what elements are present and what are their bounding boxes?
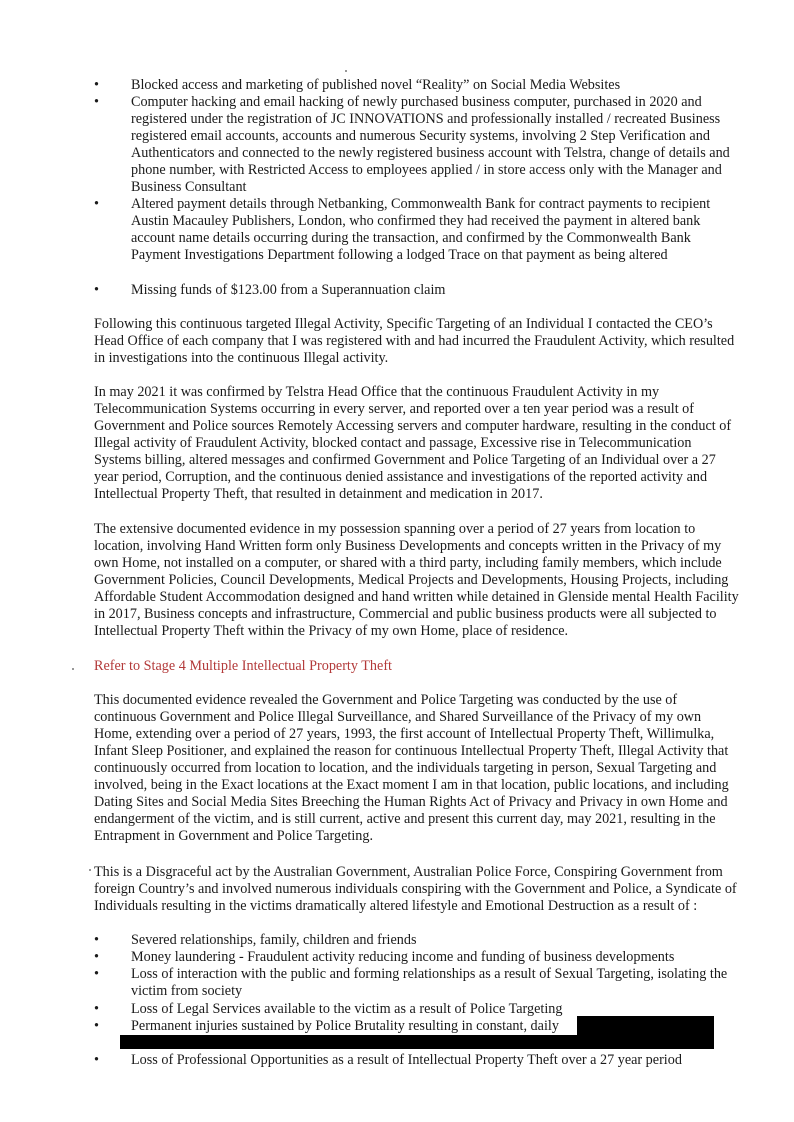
list-item-text: Money laundering - Fraudulent activity reducing income and funding of business developments [131,949,675,965]
bullet-icon: • [94,1018,99,1034]
list-item-text: Missing funds of $123.00 from a Superannuation claim [131,282,446,298]
list-item-text: Blocked access and marketing of published novel “Reality” on Social Media Websites [131,77,621,93]
list-item [94,282,744,299]
paragraph-surveillance: This documented evidence revealed the Government and Police Targeting was conducted by the use of continuous Government and Police Illegal Surveillance, and Shared Surveillance of the Privacy of my own Home, extending over a period of 27 years, 1993, the first account of Intellectual Property Theft, Willimulka, Infant Sleep Positioner, and explained the reason for continuous Intellectual Property Theft, Illegal Activity that continuously occurred from location to location, and the individuals targeting in person, Sexual Targeting and involved, being in the Exact locations at the Exact moment I am in that location, public locations, and including Dating Sites and Social Media Sites Breeching the Human Rights Act of Privacy and Privacy in own Home and endangerment of the victim, and is still current, active and present this current day, may 2021, resulting in the Entrapment in Government and Police Targeting. [94,692,729,844]
list-item [94,949,744,966]
paragraph-ceo-contact: Following this continuous targeted Illegal Activity, Specific Targeting of an Individual I contacted the CEO’s Head Office of each company that I was registered with and had incurred the Fraudulent Activity, which resulted in investigations into the continuous Illegal activity. [94,316,735,366]
paragraph-telstra-confirmation: In may 2021 it was confirmed by Telstra Head Office that the continuous Fraudulent Activity in my Telecommunication Systems occurring in every server, and reported over a ten year period was a result of Government and Police sources Remotely Accessing servers and computer hardware, resulting in the conduct of Illegal activity of Fraudulent Activity, blocked contact and passage, Excessive rise in Telecommunication Systems billing, altered messages and confirmed Government and Police Targeting of an Individual over a 27 year period, Corruption, and the continuous denied assistance and investigations of the reported activity and Intellectual Property Theft, that resulted in detainment and medication in 2017. [94,384,732,502]
list-item [94,77,744,94]
bullet-icon: • [94,282,99,298]
list-item [94,196,744,264]
list-item-text: Loss of interaction with the public and forming relationships as a result of Sexual Targeting, isolating the victim from society [131,966,728,999]
list-item [94,966,744,1000]
bullet-icon: • [94,1001,99,1017]
bullet-icon: • [94,1052,99,1068]
list-item [94,1052,744,1069]
stage-reference-link[interactable]: Refer to Stage 4 Multiple Intellectual Property Theft [94,658,392,674]
bullet-icon: • [94,966,99,982]
list-item-text: Permanent injuries sustained by Police Brutality resulting in constant, daily [131,1018,559,1034]
scan-speck [345,70,347,72]
list-item-text: Loss of Professional Opportunities as a result of Intellectual Property Theft over a 27 year period [131,1052,682,1068]
scan-speck [72,668,74,670]
bullet-icon: • [94,94,99,110]
scan-speck [89,869,91,871]
list-item [94,94,744,196]
list-item-text: Severed relationships, family, children and friends [131,932,417,948]
redaction-bar [120,1035,714,1049]
bullet-icon: • [94,196,99,212]
bullet-icon: • [94,949,99,965]
list-item-text: Loss of Legal Services available to the victim as a result of Police Targeting [131,1001,563,1017]
redaction-bar [577,1016,714,1035]
paragraph-disgraceful-act: This is a Disgraceful act by the Australian Government, Australian Police Force, Conspiring Government from foreign Country’s and involved numerous individuals conspiring with the Government and Police, a Syndicate of Individuals resulting in the victims dramatically altered lifestyle and Emotional Destruction as a result of : [94,864,737,914]
list-item-text: Computer hacking and email hacking of newly purchased business computer, purchased in 2020 and registered under the registration of JC INNOVATIONS and professionally installed / recreated Business registered email accounts, accounts and numerous Security systems, involving 2 Step Verification and Authenticators and connected to the newly registered business account with Telstra, change of details and phone number, with Restricted Access to employees applied / in store access only with the Manager and Business Consultant [131,94,730,195]
list-item-text: Altered payment details through Netbanking, Commonwealth Bank for contract payments to recipient Austin Macauley Publishers, London, who confirmed they had received the payment in altered bank account name details occurring during the transaction, and confirmed by the Commonwealth Bank Payment Investigations Department following a lodged Trace on that payment as being altered [131,196,711,263]
list-item [94,932,744,949]
paragraph-documented-evidence: The extensive documented evidence in my possession spanning over a period of 27 years from location to location, involving Hand Written form only Business Developments and concepts written in the Privacy of my own Home, not installed on a computer, or shared with a third party, including family members, which include Government Policies, Council Developments, Medical Projects and Developments, Housing Projects, including Affordable Student Accommodation designed and hand written while detained in Glenside mental Health Facility in 2017, Business concepts and infrastructure, Commercial and public business products were all subjected to Intellectual Property Theft within the Privacy of my own Home, place of residence. [94,521,739,639]
bullet-icon: • [94,932,99,948]
bullet-icon: • [94,77,99,93]
